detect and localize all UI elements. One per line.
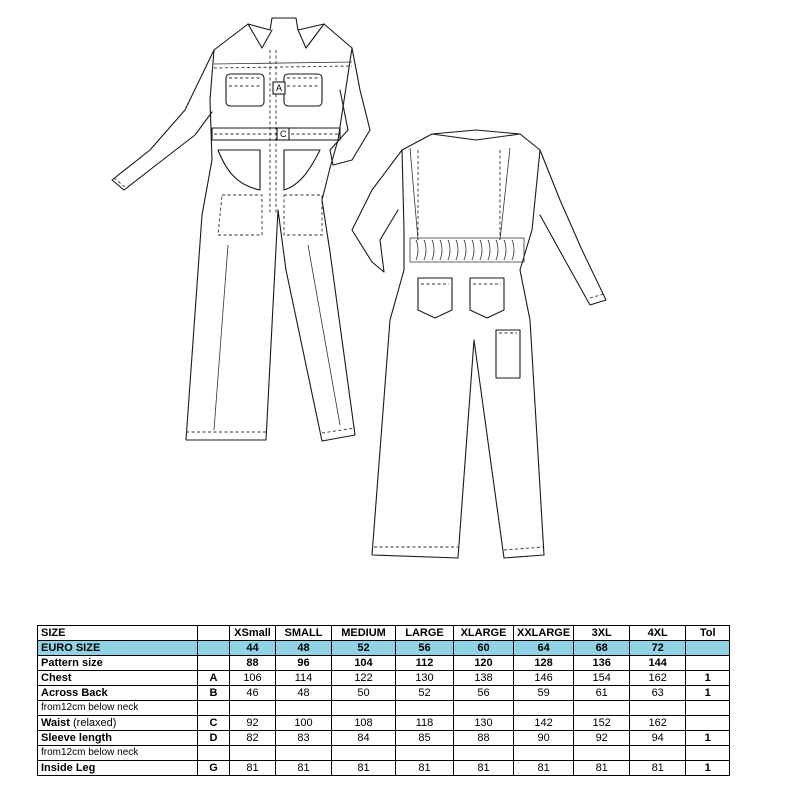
row-value: 81 — [332, 761, 396, 776]
row-tol — [686, 746, 730, 761]
header-size-cell: 4XL — [630, 626, 686, 641]
row-label-note: (relaxed) — [69, 717, 117, 729]
row-label-text: Sleeve length — [41, 732, 112, 744]
row-tol: 1 — [686, 671, 730, 686]
header-size-cell: MEDIUM — [332, 626, 396, 641]
row-label-text: Waist — [41, 717, 70, 729]
label-a: A — [276, 83, 283, 93]
euro-size-label: EURO SIZE — [38, 641, 198, 656]
row-value: 48 — [276, 686, 332, 701]
row-value: 114 — [276, 671, 332, 686]
row-value — [454, 701, 514, 716]
label-c: C — [280, 129, 287, 139]
front-view-drawing — [112, 18, 370, 441]
row-value — [332, 701, 396, 716]
header-size-cell: LARGE — [396, 626, 454, 641]
row-value — [630, 746, 686, 761]
pattern-size-label: Pattern size — [38, 656, 198, 671]
row-label — [38, 716, 198, 731]
row-value — [396, 746, 454, 761]
euro-size-cell: 68 — [574, 641, 630, 656]
row-value: 106 — [230, 671, 276, 686]
pattern-size-row — [38, 656, 730, 671]
row-value: 100 — [276, 716, 332, 731]
header-size-label: SIZE — [38, 626, 198, 641]
row-value — [574, 701, 630, 716]
row-value: 162 — [630, 716, 686, 731]
pattern-size-cell: 144 — [630, 656, 686, 671]
row-value: 92 — [230, 716, 276, 731]
pattern-size-cell: 120 — [454, 656, 514, 671]
row-value: 82 — [230, 731, 276, 746]
header-size-cell: SMALL — [276, 626, 332, 641]
row-value: 85 — [396, 731, 454, 746]
row-value: 138 — [454, 671, 514, 686]
row-value: 81 — [454, 761, 514, 776]
row-value: 162 — [630, 671, 686, 686]
row-value: 154 — [574, 671, 630, 686]
row-value — [230, 746, 276, 761]
row-value — [514, 746, 574, 761]
row-value: 61 — [574, 686, 630, 701]
row-tol — [686, 716, 730, 731]
euro-size-row — [38, 641, 730, 656]
row-code: A — [198, 671, 230, 686]
euro-tol-cell — [686, 641, 730, 656]
euro-size-cell: 72 — [630, 641, 686, 656]
row-value: 81 — [230, 761, 276, 776]
row-value: 63 — [630, 686, 686, 701]
row-value: 152 — [574, 716, 630, 731]
row-value: 130 — [454, 716, 514, 731]
row-value: 81 — [574, 761, 630, 776]
row-code: C — [198, 716, 230, 731]
row-label — [38, 761, 198, 776]
euro-size-cell: 64 — [514, 641, 574, 656]
row-label — [38, 701, 198, 716]
pattern-size-cell: 104 — [332, 656, 396, 671]
row-value — [276, 701, 332, 716]
row-value: 83 — [276, 731, 332, 746]
table-row-waist — [38, 716, 730, 731]
row-tol: 1 — [686, 761, 730, 776]
row-code: D — [198, 731, 230, 746]
row-code: G — [198, 761, 230, 776]
row-code: B — [198, 686, 230, 701]
row-label — [38, 686, 198, 701]
row-label — [38, 671, 198, 686]
row-label-text: Chest — [41, 672, 72, 684]
euro-size-cell: 60 — [454, 641, 514, 656]
header-size-cell: 3XL — [574, 626, 630, 641]
pattern-size-cell: 112 — [396, 656, 454, 671]
row-value: 56 — [454, 686, 514, 701]
size-chart-table — [37, 625, 730, 776]
header-code-cell — [198, 626, 230, 641]
table-row-sleeve-length — [38, 731, 730, 746]
row-value — [332, 746, 396, 761]
table-header-row — [38, 626, 730, 641]
row-value — [454, 746, 514, 761]
pattern-size-cell: 88 — [230, 656, 276, 671]
header-size-cell: XSmall — [230, 626, 276, 641]
row-tol — [686, 701, 730, 716]
row-value — [396, 701, 454, 716]
row-value: 146 — [514, 671, 574, 686]
row-tol: 1 — [686, 731, 730, 746]
row-label-text: Inside Leg — [41, 762, 96, 774]
row-value: 90 — [514, 731, 574, 746]
pattern-size-cell: 136 — [574, 656, 630, 671]
row-value — [514, 701, 574, 716]
header-size-cell: XLARGE — [454, 626, 514, 641]
header-tol-cell: Tol — [686, 626, 730, 641]
euro-size-cell: 48 — [276, 641, 332, 656]
row-value: 59 — [514, 686, 574, 701]
euro-size-cell: 44 — [230, 641, 276, 656]
row-label-text: from12cm below neck — [41, 702, 139, 713]
row-value: 52 — [396, 686, 454, 701]
header-size-cell: XXLARGE — [514, 626, 574, 641]
row-value: 118 — [396, 716, 454, 731]
row-value: 94 — [630, 731, 686, 746]
table-row-chest — [38, 671, 730, 686]
row-value — [276, 746, 332, 761]
row-label — [38, 731, 198, 746]
row-value: 46 — [230, 686, 276, 701]
euro-code-cell — [198, 641, 230, 656]
row-value: 130 — [396, 671, 454, 686]
row-label-text: Across Back — [41, 687, 108, 699]
row-code — [198, 746, 230, 761]
row-value — [574, 746, 630, 761]
row-value: 81 — [276, 761, 332, 776]
row-tol: 1 — [686, 686, 730, 701]
row-value: 92 — [574, 731, 630, 746]
table-row-note — [38, 746, 730, 761]
euro-size-cell: 52 — [332, 641, 396, 656]
row-value: 142 — [514, 716, 574, 731]
row-value — [230, 701, 276, 716]
table-row-note — [38, 701, 730, 716]
pattern-size-cell: 96 — [276, 656, 332, 671]
pattern-code-cell — [198, 656, 230, 671]
row-value — [630, 701, 686, 716]
row-value: 88 — [454, 731, 514, 746]
pattern-tol-cell — [686, 656, 730, 671]
row-label — [38, 746, 198, 761]
row-value: 81 — [396, 761, 454, 776]
table-row-inside-leg — [38, 761, 730, 776]
row-label-text: from12cm below neck — [41, 747, 139, 758]
row-value: 81 — [514, 761, 574, 776]
row-value: 81 — [630, 761, 686, 776]
row-value: 122 — [332, 671, 396, 686]
row-value: 50 — [332, 686, 396, 701]
euro-size-cell: 56 — [396, 641, 454, 656]
row-value: 108 — [332, 716, 396, 731]
table-row-across-back — [38, 686, 730, 701]
row-code — [198, 701, 230, 716]
back-view-drawing — [352, 130, 606, 558]
row-value: 84 — [332, 731, 396, 746]
pattern-size-cell: 128 — [514, 656, 574, 671]
